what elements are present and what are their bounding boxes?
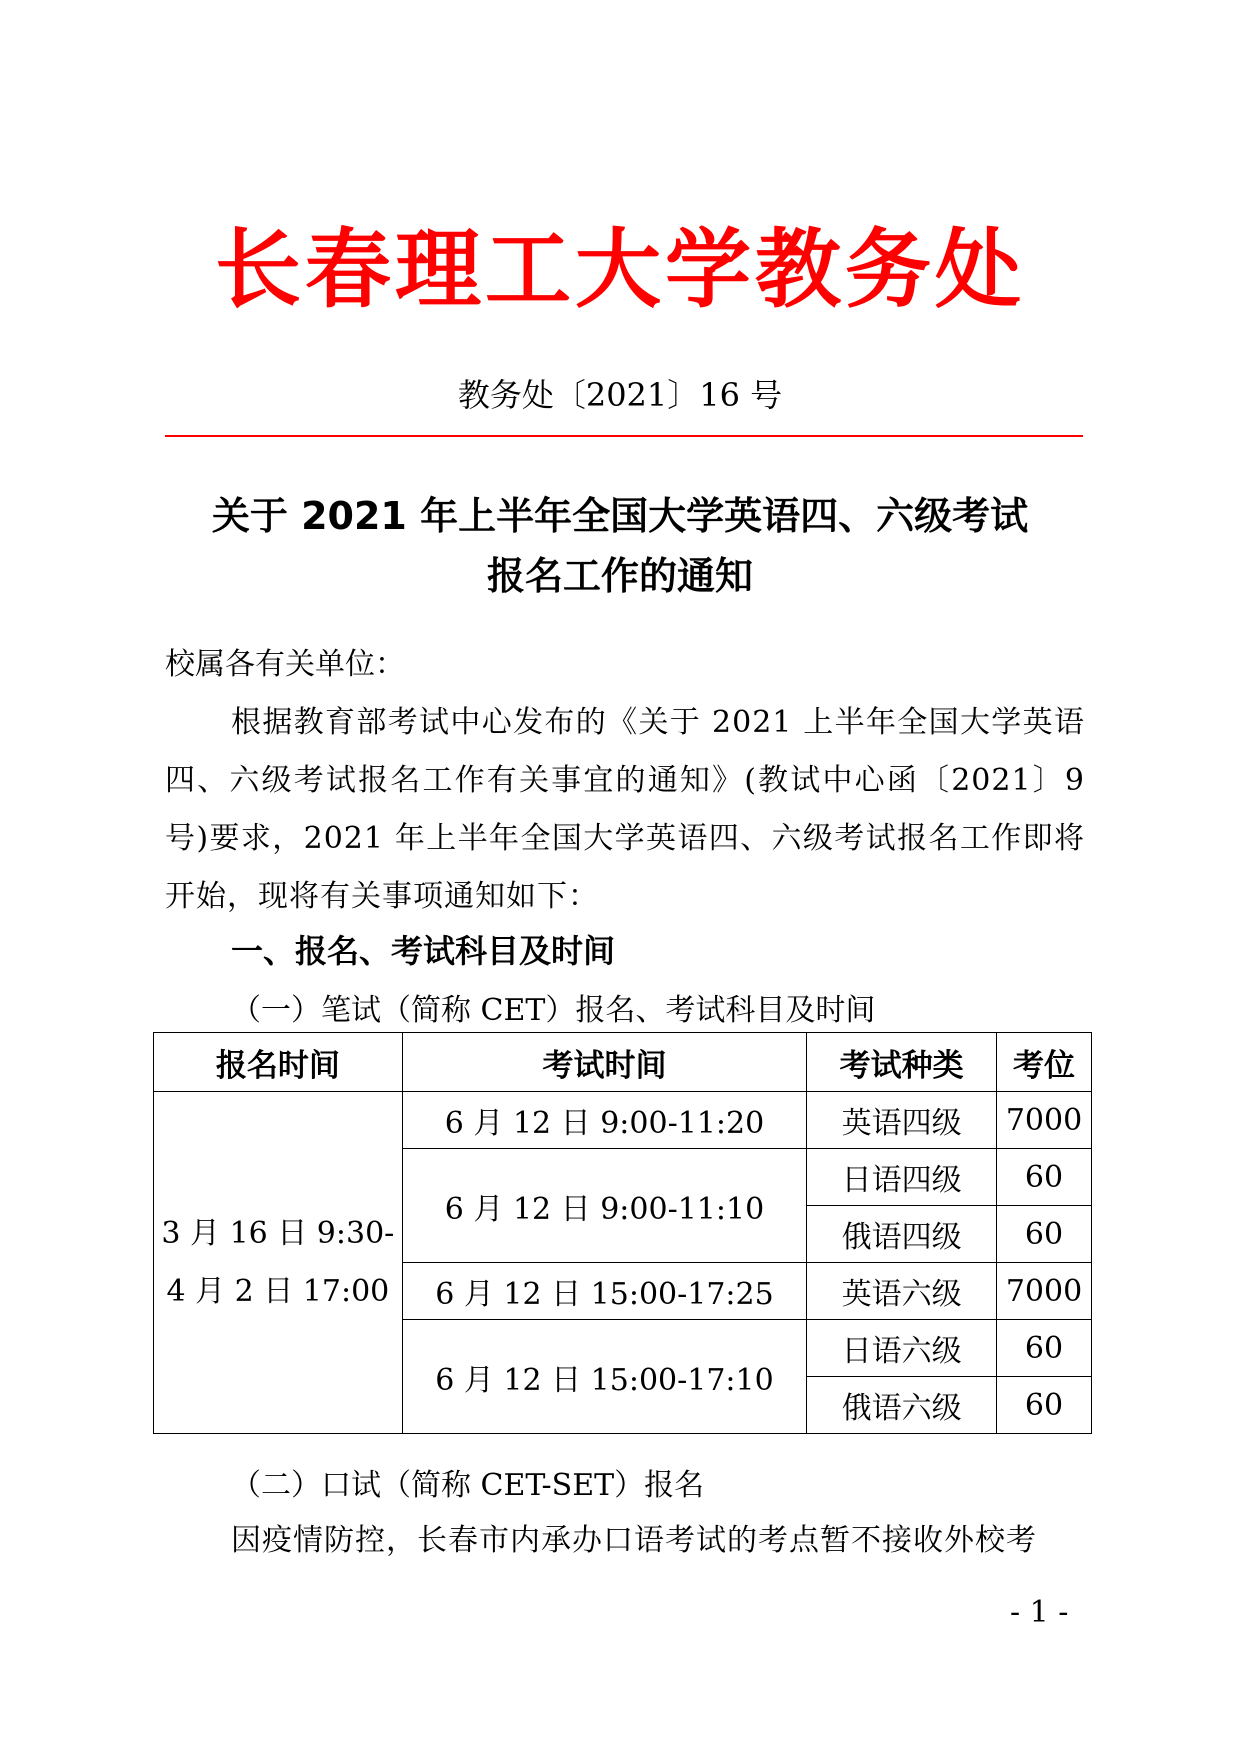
exam-time-cell: 6 月 12 日 15:00-17:25 — [402, 1263, 807, 1320]
document-number: 教务处〔2021〕16 号 — [457, 376, 783, 414]
exam-type-cell: 英语四级 — [807, 1092, 997, 1149]
seats-cell: 7000 — [997, 1263, 1092, 1320]
notice-title — [0, 486, 1240, 606]
org-title: 长春理工大学教务处 — [215, 219, 1025, 320]
notice-title-line-2: 报名工作的通知 — [486, 554, 753, 598]
exam-type-cell: 英语六级 — [807, 1263, 997, 1320]
exam-time-cell: 6 月 12 日 9:00-11:10 — [402, 1149, 807, 1263]
registration-time-line-1: 3 月 16 日 9:30- — [161, 1215, 395, 1251]
table-row — [154, 1092, 1092, 1149]
page-number: - 1 - — [1010, 1595, 1069, 1630]
registration-time-cell — [154, 1092, 403, 1434]
schedule-table — [153, 1032, 1092, 1434]
intro-paragraph: 根据教育部考试中心发布的《关于 2021 上半年全国大学英语四、六级考试报名工作有关事宜的通知》(教试中心函〔2021〕9 号)要求，2021 年上半年全国大学英语四、六级考试报名工作即将开始，现将有关事项通知如下： — [165, 705, 1085, 914]
header-seats: 考位 — [997, 1033, 1092, 1092]
subsection-heading-2: （二）口试（简称 CET-SET）报名 — [231, 1468, 705, 1503]
table-header-row — [154, 1033, 1092, 1092]
header-registration-time: 报名时间 — [154, 1033, 403, 1092]
header-exam-type: 考试种类 — [807, 1033, 997, 1092]
exam-time-cell: 6 月 12 日 15:00-17:10 — [402, 1320, 807, 1434]
exam-time-cell: 6 月 12 日 9:00-11:20 — [402, 1092, 807, 1149]
subsection-heading-1: （一）笔试（简称 CET）报名、考试科目及时间 — [231, 993, 876, 1028]
seats-cell: 60 — [997, 1377, 1092, 1434]
exam-type-cell: 俄语六级 — [807, 1377, 997, 1434]
section-heading-1: 一、报名、考试科目及时间 — [231, 932, 616, 970]
seats-cell: 60 — [997, 1320, 1092, 1377]
seats-cell: 60 — [997, 1149, 1092, 1206]
exam-type-cell: 日语六级 — [807, 1320, 997, 1377]
red-divider — [165, 435, 1083, 437]
registration-time-line-2: 4 月 2 日 17:00 — [166, 1273, 390, 1309]
seats-cell: 7000 — [997, 1092, 1092, 1149]
header-exam-time: 考试时间 — [402, 1033, 807, 1092]
exam-type-cell: 俄语四级 — [807, 1206, 997, 1263]
exam-type-cell: 日语四级 — [807, 1149, 997, 1206]
salutation: 校属各有关单位： — [165, 647, 405, 682]
seats-cell: 60 — [997, 1206, 1092, 1263]
oral-exam-paragraph: 因疫情防控，长春市内承办口语考试的考点暂不接收外校考 — [231, 1523, 1037, 1558]
notice-title-line-1: 关于 2021 年上半年全国大学英语四、六级考试 — [211, 494, 1029, 538]
